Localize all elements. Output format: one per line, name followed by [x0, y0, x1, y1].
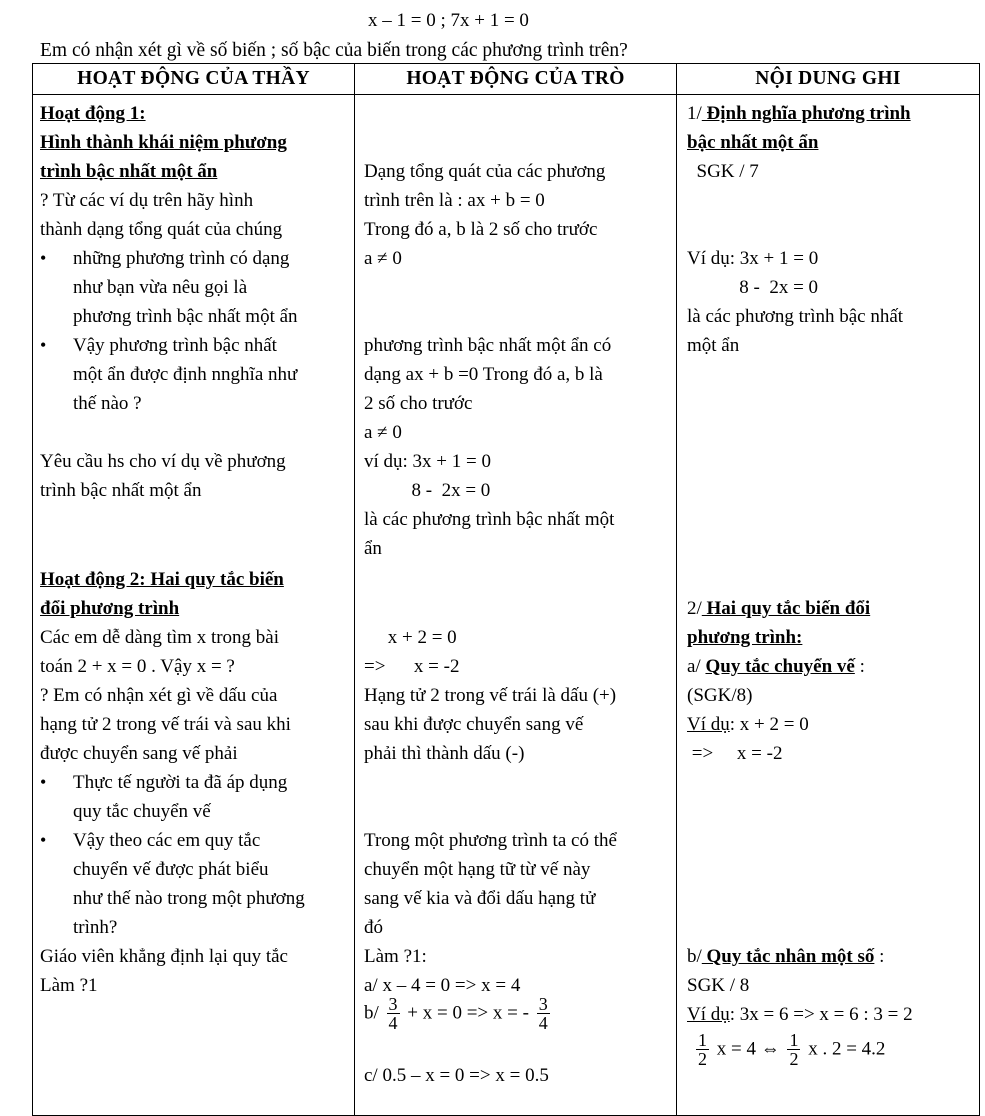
top-equation: x – 1 = 0 ; 7x + 1 = 0 [368, 10, 529, 31]
notes-text: => x = -2 [687, 743, 783, 764]
header-row [33, 64, 980, 95]
activity-1-heading-b: trình bậc nhất một ẩn [40, 161, 218, 182]
teacher-bullet: • Vậy theo các em quy tắc [73, 826, 260, 855]
teacher-text: Các em dễ dàng tìm x trong bài [40, 627, 280, 648]
student-text: 8 - 2x = 0 [364, 480, 491, 501]
notes-text: (SGK/8) [687, 685, 753, 706]
rule-prefix: a/ [687, 656, 706, 677]
rule-suffix: : [874, 946, 885, 967]
rule-prefix: b/ [687, 946, 702, 967]
fraction-numerator: 1 [698, 1030, 707, 1050]
teacher-bullet: • những phương trình có dạng [73, 244, 289, 273]
teacher-text: thế nào ? [73, 393, 142, 414]
example-line [687, 710, 809, 739]
teacher-text: ? Em có nhận xét gì về dấu của [40, 685, 278, 706]
student-text: Trong một phương trình ta có thể [364, 830, 617, 851]
student-text: đó [364, 917, 383, 938]
fraction [537, 995, 550, 1032]
student-text: ẩn [364, 538, 382, 559]
section-1-title [687, 99, 911, 128]
student-text: dạng ax + b =0 Trong đó a, b là [364, 364, 603, 385]
notes-text: SGK / 8 [687, 975, 750, 996]
fraction-numerator: 3 [538, 994, 548, 1014]
section-2-title-b: phương trình: [687, 627, 803, 648]
frac-line-prefix: b/ [364, 1002, 379, 1024]
teacher-text: chuyển vế được phát biểu [73, 859, 269, 880]
teacher-text: quy tắc chuyển vế [73, 801, 211, 822]
question-text: Em có nhận xét gì về số biến ; số bậc của biến trong các phương trình trên? [40, 40, 628, 61]
student-text: a ≠ 0 [364, 248, 402, 269]
lesson-table [32, 63, 980, 1116]
header-col1: HOẠT ĐỘNG CỦA THẦY [33, 64, 355, 95]
student-activity-cell [355, 95, 677, 1116]
teacher-text: toán 2 + x = 0 . Vậy x = ? [40, 656, 235, 677]
teacher-text: Yêu cầu hs cho ví dụ về phương [40, 451, 286, 472]
example-label: Ví dụ [687, 1004, 730, 1025]
fraction [696, 1031, 709, 1068]
activity-2-title-a: Hoạt động 2: Hai quy tắc biến [40, 569, 284, 590]
fraction-denominator: 2 [789, 1049, 799, 1069]
teacher-text: như bạn vừa nêu gọi là [73, 277, 248, 298]
section-1-title-b: bậc nhất một ẩn [687, 132, 819, 153]
frac-line-middle: x = 4 ⇔ [716, 1038, 785, 1060]
fraction-numerator: 1 [789, 1030, 799, 1050]
notes-cell [677, 95, 980, 1116]
header-col2: HOẠT ĐỘNG CỦA TRÒ [355, 64, 677, 95]
teacher-text: hạng tử 2 trong vế trái và sau khi [40, 714, 291, 735]
student-fraction-line [364, 995, 553, 1032]
teacher-bullet: • Thực tế người ta đã áp dụng [73, 768, 287, 797]
student-text: a/ x – 4 = 0 => x = 4 [364, 975, 521, 996]
student-text: a ≠ 0 [364, 422, 402, 443]
teacher-text: thành dạng tổng quát của chúng [40, 219, 283, 240]
section-2-title [687, 594, 870, 623]
rule-b-title [687, 942, 884, 971]
teacher-activity-cell [33, 95, 355, 1116]
teacher-text: trình? [73, 917, 118, 938]
teacher-bullet: • Vậy phương trình bậc nhất [73, 331, 277, 360]
notes-text: SGK / 7 [687, 161, 759, 182]
rule-title-text: Quy tắc chuyển vế [705, 656, 855, 677]
example-label: Ví dụ [687, 714, 730, 735]
student-text: trình trên là : ax + b = 0 [364, 190, 545, 211]
student-text: x + 2 = 0 [364, 627, 457, 648]
content-row [33, 95, 980, 1116]
student-text: Trong đó a, b là 2 số cho trước [364, 219, 598, 240]
fraction-denominator: 2 [698, 1049, 707, 1069]
example-text: : 3x = 6 => x = 6 : 3 = 2 [729, 1004, 913, 1025]
teacher-text: Làm ?1 [40, 975, 98, 996]
teacher-text: như thế nào trong một phương [73, 888, 305, 909]
student-text: Dạng tổng quát của các phương [364, 161, 606, 182]
rule-a-title [687, 652, 865, 681]
frac-line-middle: + x = 0 => x = - [407, 1002, 529, 1024]
student-text: sang vế kia và đổi dấu hạng tử [364, 888, 596, 909]
notes-fraction-line [693, 1031, 885, 1068]
frac-line-suffix: x . 2 = 4.2 [808, 1038, 886, 1060]
student-text: chuyển một hạng tữ từ vế này [364, 859, 591, 880]
fraction-denominator: 4 [538, 1013, 548, 1033]
student-text: phải thì thành dấu (-) [364, 743, 525, 764]
student-text: là các phương trình bậc nhất một [364, 509, 615, 530]
student-text: sau khi được chuyển sang vế [364, 714, 584, 735]
student-text: Làm ?1: [364, 946, 427, 967]
activity-2-title-b: đổi phương trình [40, 598, 180, 619]
student-text: => x = -2 [364, 656, 460, 677]
activity-1-heading-a: Hình thành khái niệm phương [40, 132, 287, 153]
teacher-text: ? Từ các ví dụ trên hãy hình [40, 190, 254, 211]
section-number: 2/ [687, 598, 702, 619]
student-text: phương trình bậc nhất một ẩn có [364, 335, 612, 356]
notes-text: 8 - 2x = 0 [687, 277, 819, 298]
teacher-text: một ẩn được định nnghĩa như [73, 364, 298, 385]
teacher-text: được chuyển sang vế phải [40, 743, 238, 764]
fraction-denominator: 4 [388, 1013, 398, 1033]
section-number: 1/ [687, 103, 702, 124]
section-title-text: Hai quy tắc biến đổi [701, 598, 871, 619]
example-line [687, 1000, 913, 1029]
notes-text: Ví dụ: 3x + 1 = 0 [687, 248, 819, 269]
student-text: ví dụ: 3x + 1 = 0 [364, 451, 491, 472]
example-text: : x + 2 = 0 [729, 714, 809, 735]
activity-1-title: Hoạt động 1: [40, 103, 146, 124]
notes-text: một ẩn [687, 335, 740, 356]
student-text: c/ 0.5 – x = 0 => x = 0.5 [364, 1065, 549, 1086]
teacher-text: Giáo viên khẳng định lại quy tắc [40, 946, 288, 967]
teacher-text: phương trình bậc nhất một ẩn [73, 306, 298, 327]
header-col3: NỘI DUNG GHI [677, 64, 980, 95]
teacher-text: trình bậc nhất một ẩn [40, 480, 202, 501]
student-text: 2 số cho trước [364, 393, 473, 414]
rule-title-text: Quy tắc nhân một số [701, 946, 875, 967]
notes-text: là các phương trình bậc nhất [687, 306, 904, 327]
fraction [387, 995, 400, 1032]
rule-suffix: : [854, 656, 865, 677]
section-title-text: Định nghĩa phương trình [701, 103, 911, 124]
student-text: Hạng tử 2 trong vế trái là dấu (+) [364, 685, 617, 706]
fraction-numerator: 3 [388, 994, 398, 1014]
fraction [787, 1031, 800, 1068]
